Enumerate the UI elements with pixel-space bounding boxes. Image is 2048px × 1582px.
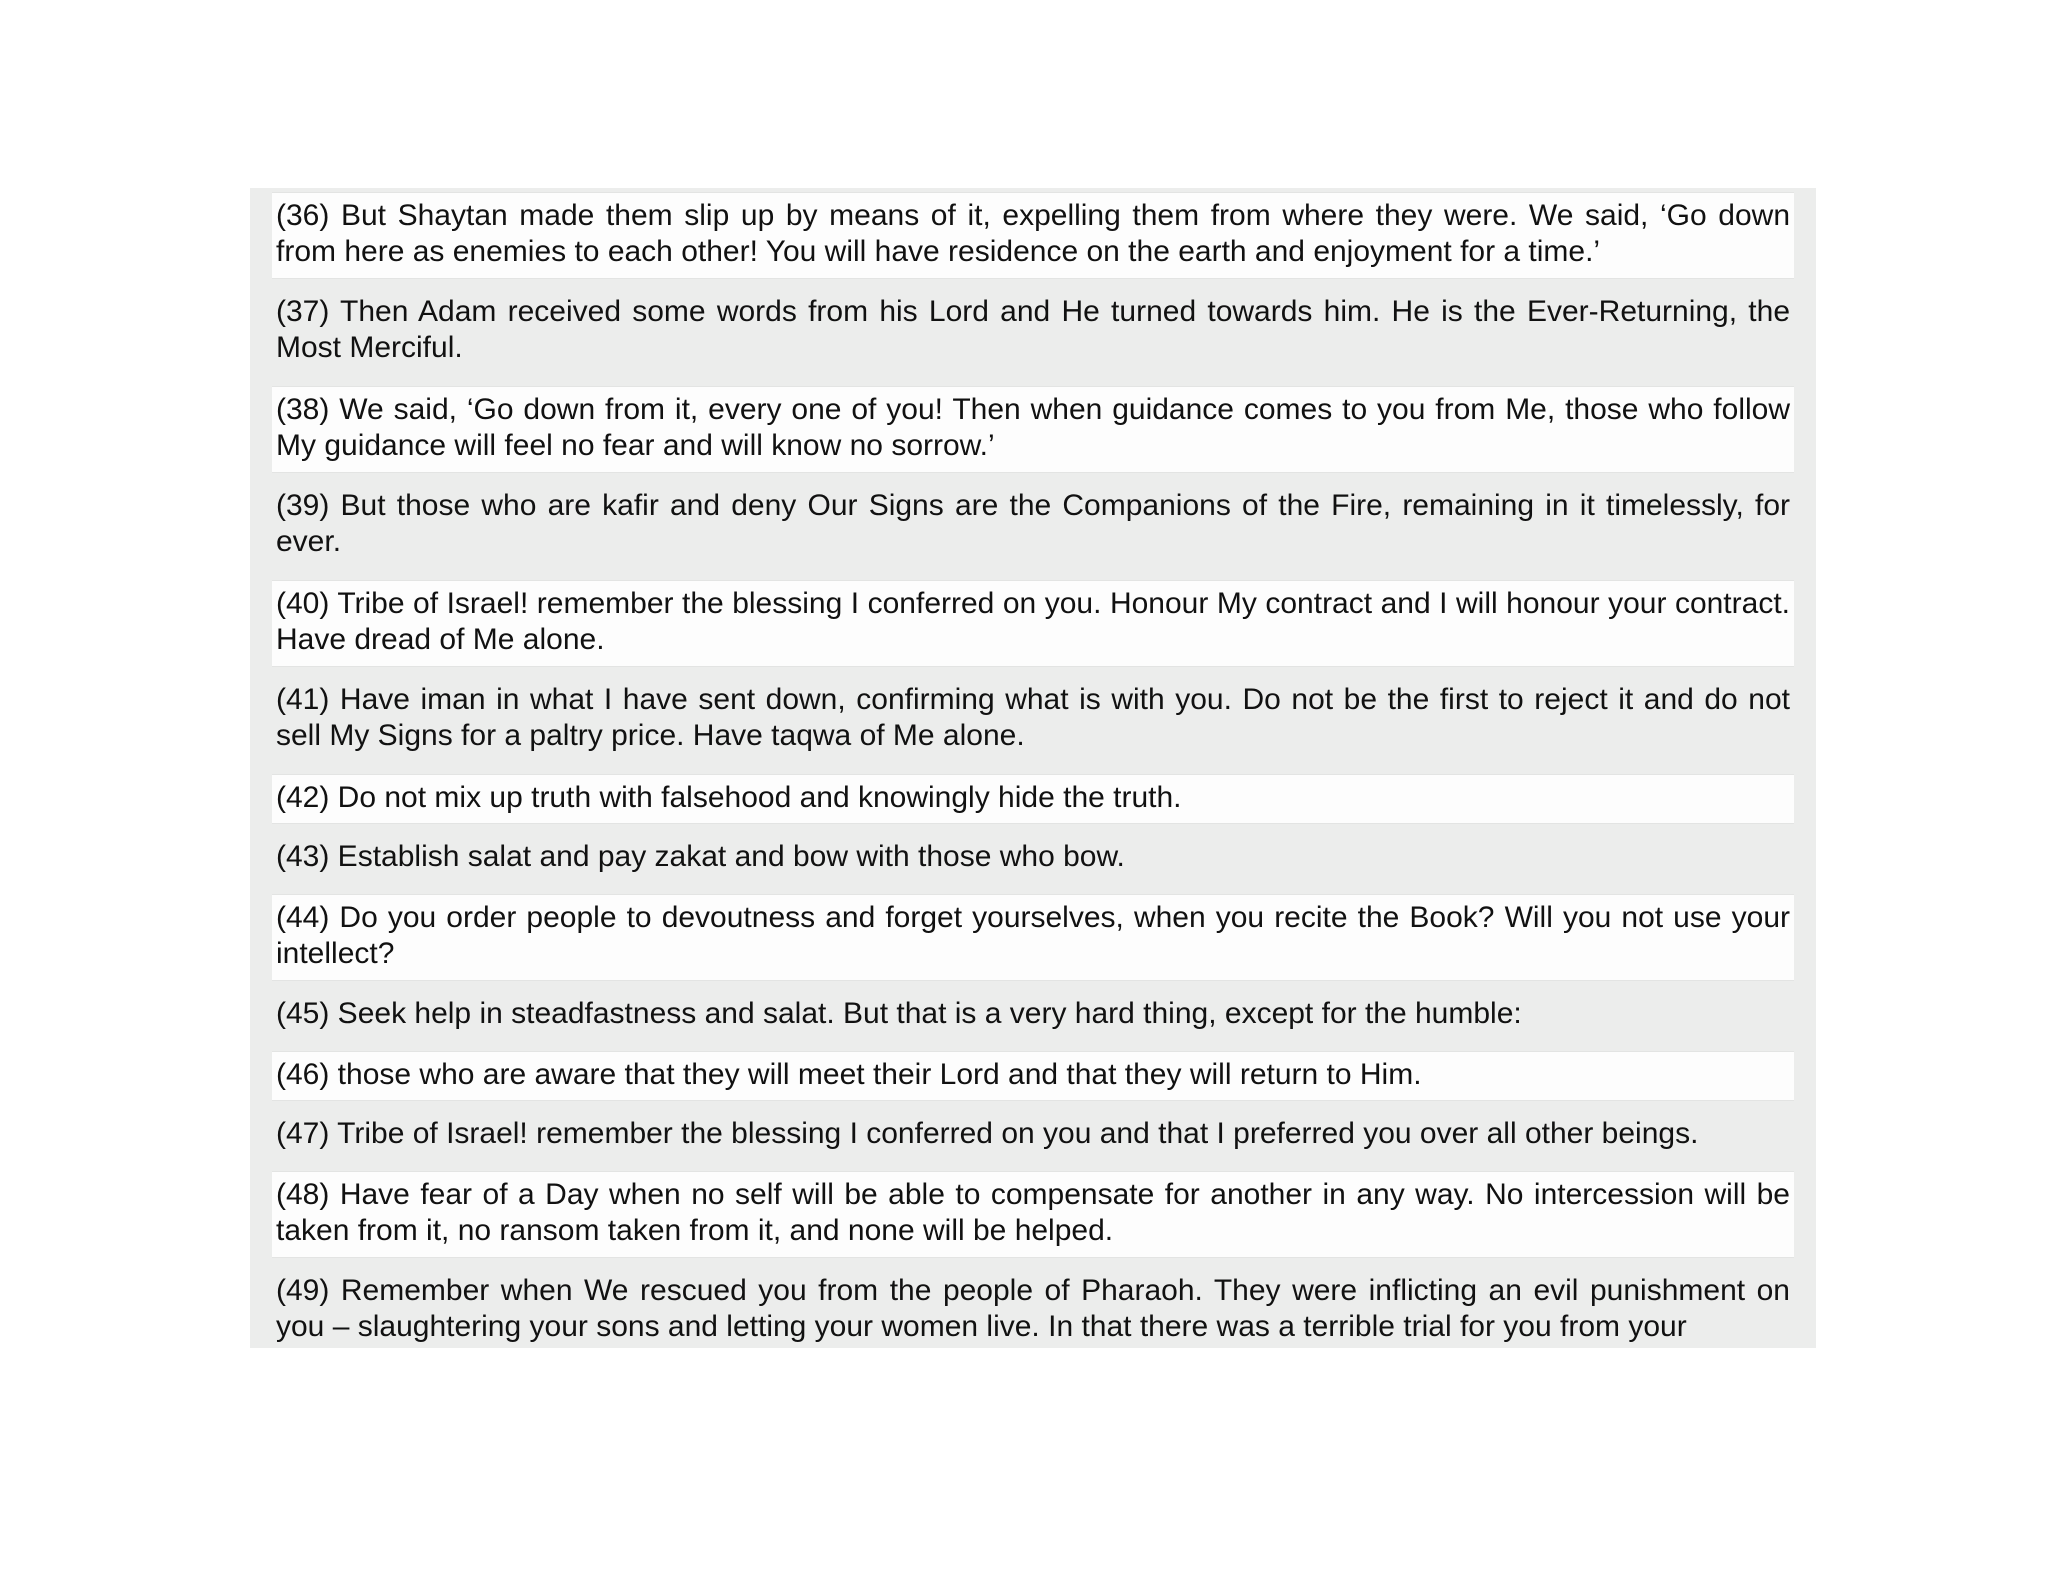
verse-47: (47) Tribe of Israel! remember the blessing I conferred on you and that I preferred you over all other beings. [276,1117,1699,1150]
verse-44: (44) Do you order people to devoutness and forget yourselves, when you recite the Book? Will you not use your intellect? [272,894,1794,981]
verse-43: (43) Establish salat and pay zakat and bow with those who bow. [276,840,1125,873]
verse-48: (48) Have fear of a Day when no self will be able to compensate for another in any way. No intercession will be taken from it, no ransom taken from it, and none will be helped. [272,1171,1794,1258]
verse-37: (37) Then Adam received some words from his Lord and He turned towards him. He is the Ever-Returning, the Most Merciful. [276,295,1790,364]
verse-46: (46) those who are aware that they will meet their Lord and that they will return to Him. [272,1051,1794,1101]
verse-38: (38) We said, ‘Go down from it, every one of you! Then when guidance comes to you from Me, those who follow My guidance will feel no fear and will know no sorrow.’ [272,386,1794,473]
verse-36: (36) But Shaytan made them slip up by means of it, expelling them from where they were. We said, ‘Go down from here as enemies to each other! You will have residence on the earth and enjoyment for a time.’ [272,192,1794,279]
verse-42: (42) Do not mix up truth with falsehood and knowingly hide the truth. [272,774,1794,824]
verse-panel [250,188,1816,1348]
verse-39: (39) But those who are kafir and deny Our Signs are the Companions of the Fire, remaining in it timelessly, for ever. [276,489,1790,558]
verse-45: (45) Seek help in steadfastness and salat. But that is a very hard thing, except for the humble: [276,997,1522,1030]
verse-41: (41) Have iman in what I have sent down, confirming what is with you. Do not be the first to reject it and do not sell My Signs for a paltry price. Have taqwa of Me alone. [276,683,1790,752]
verse-49: (49) Remember when We rescued you from the people of Pharaoh. They were inflicting an evil punishment on you – slaughtering your sons and letting your women live. In that there was a terrible trial for you from your [276,1274,1790,1343]
verse-list [272,192,1794,1348]
verse-40: (40) Tribe of Israel! remember the blessing I conferred on you. Honour My contract and I will honour your contract. Have dread of Me alone. [272,580,1794,667]
